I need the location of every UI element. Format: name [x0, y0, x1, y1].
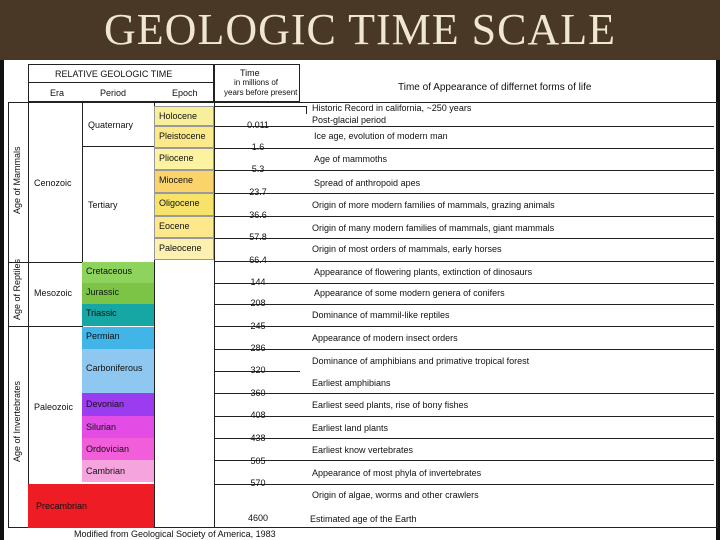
time-505: 505	[250, 456, 266, 466]
life-historic-record: Historic Record in california, ~250 years	[312, 103, 472, 113]
life-giant-mammals: Origin of many modern families of mammals, giant mammals	[312, 223, 555, 233]
age-reptiles-label: Age of Reptiles	[12, 258, 22, 320]
era-paleozoic: Paleozoic	[34, 402, 74, 412]
time-286: 286	[250, 343, 266, 353]
life-insect-orders: Appearance of modern insect orders	[312, 333, 458, 343]
footer-source: Modified from Geological Society of America, 1983	[74, 529, 276, 539]
life-early-horses: Origin of most orders of mammals, early horses	[312, 244, 502, 254]
age-column-divider	[28, 102, 29, 528]
life-line-12	[300, 393, 714, 394]
time-208: 208	[250, 298, 266, 308]
age-mammals-label: Age of Mammals	[12, 146, 22, 214]
time-320: 320	[250, 365, 266, 375]
life-invertebrate-phyla: Appearance of most phyla of invertebrates	[312, 468, 482, 478]
time-438: 438	[250, 433, 266, 443]
period-jurassic: Jurassic	[82, 283, 154, 304]
header-divider	[28, 82, 214, 83]
header-period: Period	[100, 88, 127, 98]
period-tertiary: Tertiary	[88, 200, 118, 210]
life-amphibians-forest: Dominance of amphibians and primative tropical forest	[312, 356, 530, 366]
header-appearance: Time of Appearance of differnet forms of life	[398, 82, 592, 93]
era-divider-1	[28, 262, 82, 263]
life-line-9	[300, 304, 714, 305]
time-144: 144	[250, 277, 266, 287]
life-line-3	[300, 170, 714, 171]
epoch-pliocene: Pliocene	[154, 148, 214, 170]
life-mammal-like-reptiles: Dominance of mammil-like reptiles	[312, 310, 450, 320]
epoch-miocene: Miocene	[154, 170, 214, 193]
time-66-4: 66.4	[249, 255, 267, 265]
header-epoch: Epoch	[172, 88, 198, 98]
life-line-11	[300, 349, 714, 350]
life-earliest-amphibians: Earliest amphibians	[312, 378, 391, 388]
header-time-before: years before present	[224, 88, 298, 97]
period-divider-1	[82, 146, 154, 147]
life-line-4	[300, 193, 714, 194]
life-line-1	[300, 126, 714, 127]
period-permian: Permian	[82, 327, 154, 349]
life-modern-mammal-families: Origin of more modern families of mammals, grazing animals	[312, 200, 555, 210]
time-570: 570	[250, 478, 266, 488]
time-0-011: 0.011	[247, 120, 269, 130]
epoch-paleocene: Paleocene	[154, 238, 214, 260]
life-line-5	[300, 216, 714, 217]
life-line-7	[300, 261, 714, 262]
epoch-eocene: Eocene	[154, 216, 214, 238]
time-360: 360	[250, 388, 266, 398]
time-23-7: 23.7	[249, 187, 267, 197]
era-mesozoic: Mesozoic	[34, 288, 73, 298]
life-conifers: Appearance of some modern genera of conifers	[314, 288, 505, 298]
header-era: Era	[50, 88, 65, 98]
holocene-connector-tick	[306, 106, 307, 114]
header-relative-time: RELATIVE GEOLOGIC TIME	[55, 69, 173, 79]
time-5-3: 5.3	[251, 164, 265, 174]
life-line-14	[300, 438, 714, 439]
period-silurian: Silurian	[82, 416, 154, 438]
period-cretaceous: Cretaceous	[82, 262, 154, 283]
epoch-column-divider	[214, 102, 215, 528]
left-border	[0, 60, 4, 540]
life-flowering-plants: Appearance of flowering plants, extinction of dinosaurs	[314, 267, 533, 277]
epoch-pleistocene: Pleistocene	[154, 126, 214, 148]
time-408: 408	[250, 410, 266, 420]
life-line-8	[300, 283, 714, 284]
header-time-units: in millions of	[234, 78, 279, 87]
epoch-holocene: Holocene	[154, 106, 214, 126]
life-vertebrates: Earliest know vertebrates	[312, 445, 414, 455]
header-time: Time	[240, 68, 260, 78]
period-triassic: Triassic	[82, 304, 154, 326]
life-land-plants: Earliest land plants	[312, 423, 389, 433]
time-57-8: 57.8	[249, 232, 267, 242]
period-carboniferous: Carboniferous	[82, 349, 154, 393]
time-1-6: 1.6	[251, 142, 265, 152]
period-precambrian: Precambrian	[28, 484, 154, 528]
time-4600: 4600	[247, 513, 269, 523]
life-line-16	[300, 484, 714, 485]
life-ice-age: Ice age, evolution of modern man	[314, 131, 448, 141]
period-cambrian: Cambrian	[82, 460, 154, 482]
life-mammoths: Age of mammoths	[314, 154, 388, 164]
age-divider-2	[8, 326, 28, 327]
period-devonian: Devonian	[82, 393, 154, 416]
life-algae-worms: Origin of algae, worms and other crawlers	[312, 490, 479, 500]
holocene-connector	[214, 106, 306, 107]
age-invertebrates-label: Age of Invertebrates	[12, 380, 22, 462]
life-line-2	[300, 148, 714, 149]
life-anthropoid-apes: Spread of anthropoid apes	[314, 178, 421, 188]
time-36-6: 36.6	[249, 210, 267, 220]
page-title: GEOLOGIC TIME SCALE	[104, 5, 616, 54]
life-line-15	[300, 460, 714, 461]
period-ordovician: Ordovician	[82, 438, 154, 460]
life-line-10	[300, 326, 714, 327]
epoch-oligocene: Oligocene	[154, 193, 214, 216]
era-divider-2	[28, 326, 82, 327]
life-seed-plants: Earliest seed plants, rise of bony fishes	[312, 400, 469, 410]
period-quaternary: Quaternary	[88, 120, 134, 130]
time-245: 245	[250, 321, 266, 331]
life-line-13	[300, 416, 714, 417]
life-age-of-earth: Estimated age of the Earth	[310, 514, 417, 524]
life-line-6	[300, 238, 714, 239]
life-post-glacial: Post-glacial period	[312, 115, 387, 125]
era-cenozoic: Cenozoic	[34, 178, 72, 188]
